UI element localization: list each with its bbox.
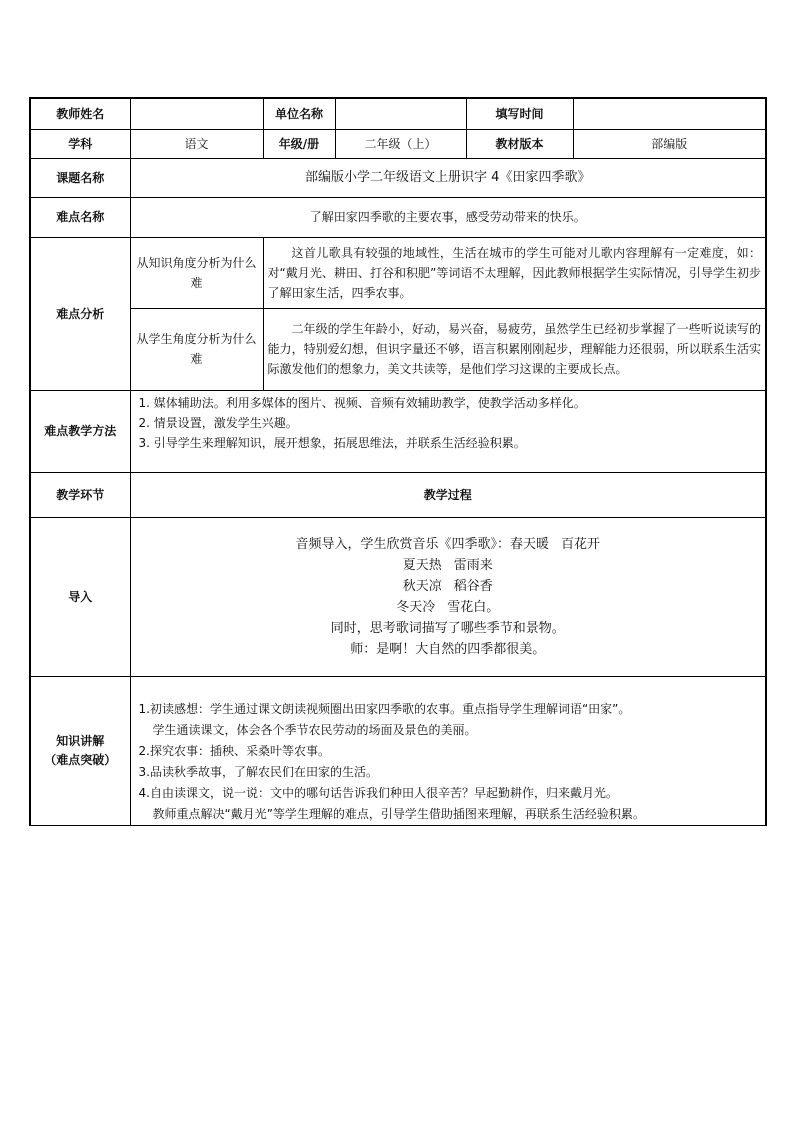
knowledge-row xyxy=(30,676,766,825)
intro-line xyxy=(135,555,762,576)
intro-line xyxy=(135,576,762,597)
difficulty-row xyxy=(30,197,766,237)
methods-row xyxy=(30,390,766,472)
teacher-label: 教师姓名 xyxy=(30,98,130,129)
header-row-2 xyxy=(30,129,766,158)
subject-label: 学科 xyxy=(30,129,130,158)
intro-line xyxy=(135,597,762,618)
knowledge-sublabel: （难点突破） xyxy=(44,752,117,767)
date-label: 填写时间 xyxy=(466,98,573,129)
unit-label: 单位名称 xyxy=(263,98,335,129)
intro-text: 冬天冷 xyxy=(396,599,436,615)
subject-value: 语文 xyxy=(130,129,263,158)
title-row xyxy=(30,158,766,197)
method-item: 1. 媒体辅助法。利用多媒体的图片、视频、音频有效辅助教学，使教学活动多样化。 xyxy=(138,395,586,410)
intro-row xyxy=(30,517,766,676)
student-angle-label: 从学生角度分析为什么难 xyxy=(130,308,263,390)
knowledge-label-cell xyxy=(30,676,130,825)
intro-line xyxy=(135,534,762,555)
knowledge-line: 3.品读秋季故事，了解农民们在田家的生活。 xyxy=(138,764,378,779)
intro-text: 夏天热 xyxy=(402,557,442,573)
student-angle-text: 二年级的学生年龄小，好动，易兴奋，易疲劳，虽然学生已经初步掌握了一些听说读写的能力，特别爱幻想，但识字量还不够，语言积累刚刚起步，理解能力还很弱，所以联系生活实际激发他们的想象力，美文共读等，是他们学习这课的主要成长点。 xyxy=(263,308,766,390)
knowledge-label: 知识讲解 xyxy=(56,733,105,748)
knowledge-angle-label: 从知识角度分析为什么难 xyxy=(130,237,263,308)
stage-header: 教学环节 xyxy=(30,472,130,517)
process-header-row xyxy=(30,472,766,517)
knowledge-line: 1.初读感想：学生通过课文朗读视频圈出田家四季歌的农事。重点指导学生理解词语“田家”。 xyxy=(138,701,631,716)
date-value xyxy=(573,98,766,129)
edition-label: 教材版本 xyxy=(466,129,573,158)
methods-label: 难点教学方法 xyxy=(30,390,130,472)
knowledge-line: 4.自由读课文，说一说：文中的哪句话告诉我们种田人很辛苦？早起勤耕作，归来戴月光。 xyxy=(138,785,618,800)
intro-line: 师：是啊！大自然的四季都很美。 xyxy=(350,641,546,657)
intro-line: 同时，思考歌词描写了哪些季节和景物。 xyxy=(330,620,565,636)
intro-text: 雪花白。 xyxy=(447,599,500,615)
edition-value: 部编版 xyxy=(573,129,766,158)
method-item: 2. 情景设置，激发学生兴趣。 xyxy=(138,415,298,430)
header-row-1 xyxy=(30,98,766,129)
analysis-label: 难点分析 xyxy=(30,237,130,390)
title-label: 课题名称 xyxy=(30,158,130,197)
knowledge-line: 教师重点解决“戴月光”等学生理解的难点，引导学生借助插图来理解，再联系生活经验积累。 xyxy=(152,806,645,821)
knowledge-line: 学生通读课文，体会各个季节农民劳动的场面及景色的美丽。 xyxy=(152,722,477,737)
intro-text: 雷雨来 xyxy=(453,557,493,573)
unit-value xyxy=(335,98,466,129)
process-header: 教学过程 xyxy=(130,472,766,517)
grade-value: 二年级（上） xyxy=(335,129,466,158)
intro-text: 百花开 xyxy=(561,536,601,552)
knowledge-angle-text: 这首儿歌具有较强的地域性，生活在城市的学生可能对儿歌内容理解有一定难度，如：对“戴月光、耕田、打谷和积肥”等词语不太理解，因此教师根据学生实际情况，引导学生初步了解田家生活，四季农事。 xyxy=(263,237,766,308)
method-item: 3. 引导学生来理解知识，展开想象，拓展思维法，并联系生活经验积累。 xyxy=(138,435,526,450)
grade-label: 年级/册 xyxy=(263,129,335,158)
intro-text: 稻谷香 xyxy=(453,578,493,594)
lesson-plan-table xyxy=(29,97,767,826)
intro-text: 秋天凉 xyxy=(402,578,442,594)
knowledge-content xyxy=(130,676,766,825)
intro-text: 音频导入，学生欣赏音乐《四季歌》：春天暖 xyxy=(295,536,549,552)
difficulty-label: 难点名称 xyxy=(30,197,130,237)
difficulty-value: 了解田家四季歌的主要农事，感受劳动带来的快乐。 xyxy=(130,197,766,237)
knowledge-line: 2.探究农事：插秧、采桑叶等农事。 xyxy=(138,743,330,758)
intro-label: 导入 xyxy=(30,517,130,676)
analysis-row-knowledge xyxy=(30,237,766,308)
methods-list xyxy=(130,390,766,472)
title-value: 部编版小学二年级语文上册识字 4《田家四季歌》 xyxy=(130,158,766,197)
analysis-row-student xyxy=(30,308,766,390)
teacher-value xyxy=(130,98,263,129)
intro-content xyxy=(130,517,766,676)
